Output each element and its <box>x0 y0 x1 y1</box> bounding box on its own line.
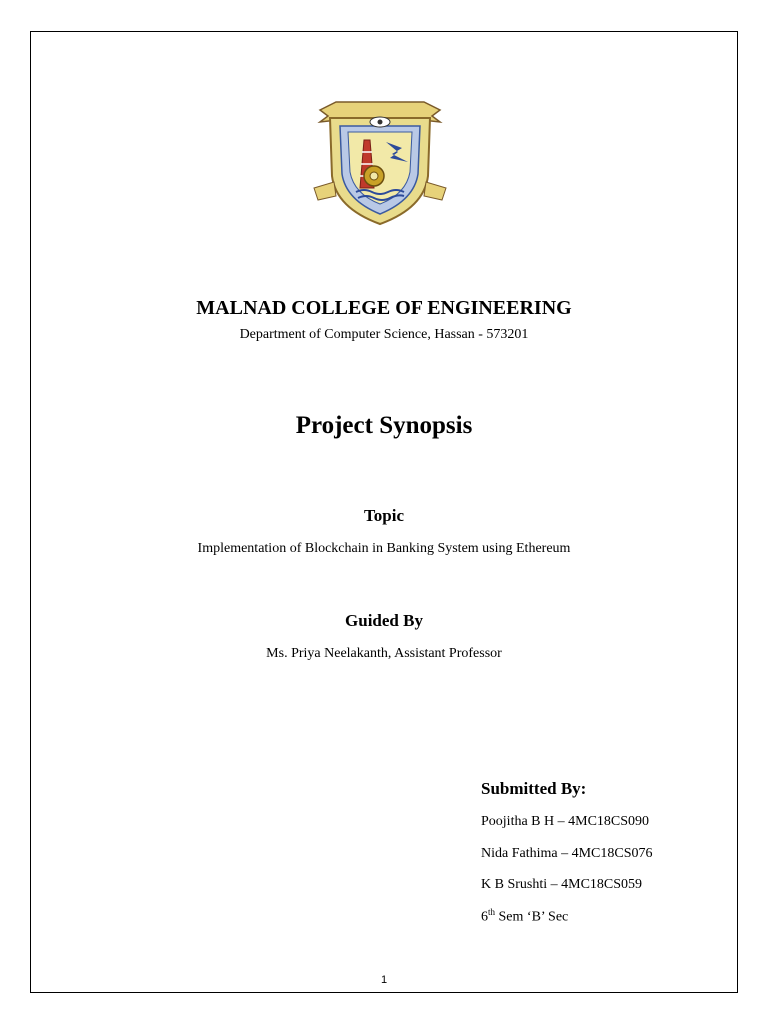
semester-number: 6 <box>481 909 488 925</box>
college-logo <box>312 96 448 228</box>
submitted-by-heading: Submitted By: <box>481 779 587 798</box>
semester-rest: Sem ‘B’ Sec <box>495 909 569 925</box>
member-1: Poojitha B H – 4MC18CS090 <box>481 814 650 829</box>
guide-text: Ms. Priya Neelakanth, Assistant Professor <box>266 646 502 661</box>
member-3: K B Srushti – 4MC18CS059 <box>481 877 643 892</box>
guided-by-heading: Guided By <box>345 611 423 630</box>
member-2: Nida Fathima – 4MC18CS076 <box>481 846 653 861</box>
page-number: 1 <box>380 974 388 986</box>
document-title: Project Synopsis <box>295 412 473 439</box>
department-line: Department of Computer Science, Hassan - 573201 <box>239 327 529 342</box>
topic-text: Implementation of Blockchain in Banking System using Ethereum <box>197 541 571 556</box>
semester-line <box>481 907 568 926</box>
semester-suffix: th <box>488 907 496 917</box>
college-name: MALNAD COLLEGE OF ENGINEERING <box>196 297 572 319</box>
topic-heading: Topic <box>363 506 404 525</box>
